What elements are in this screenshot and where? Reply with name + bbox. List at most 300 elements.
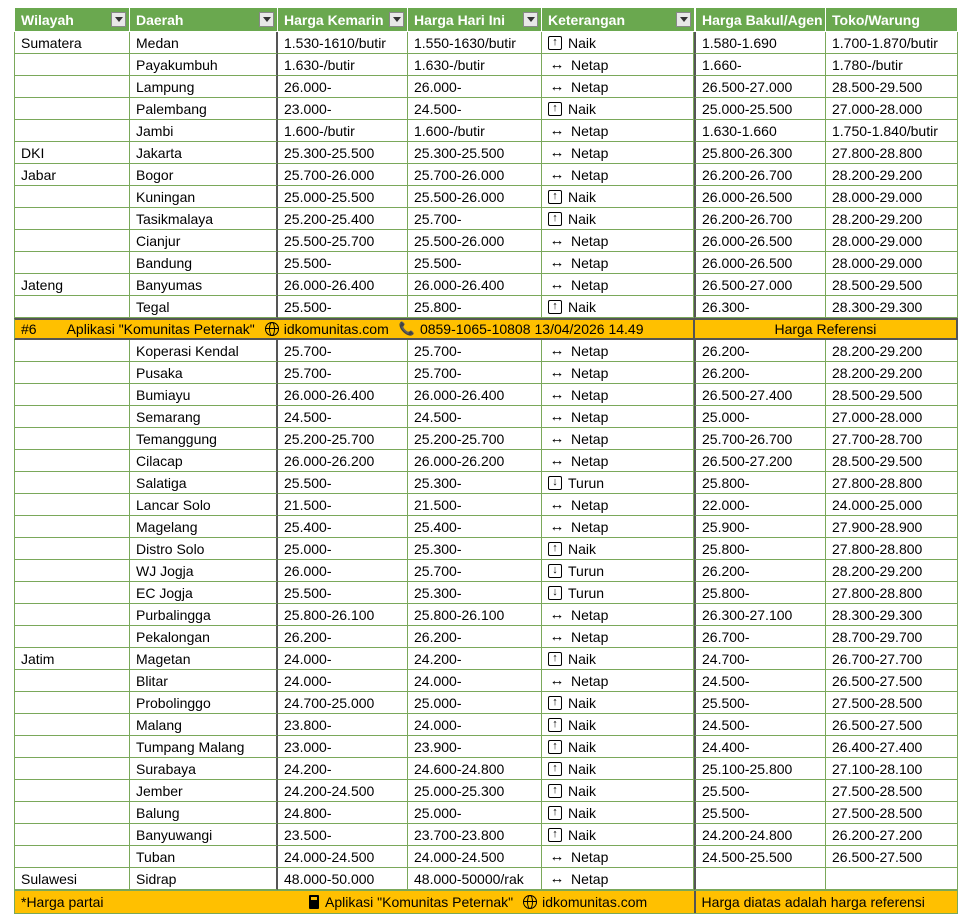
toko-warung-cell[interactable] xyxy=(826,846,958,868)
wilayah-cell[interactable] xyxy=(14,164,130,186)
daerah-cell[interactable] xyxy=(130,164,278,186)
harga-hari-ini-cell[interactable] xyxy=(408,604,542,626)
harga-hari-ini-cell[interactable] xyxy=(408,76,542,98)
wilayah-cell[interactable] xyxy=(14,538,130,560)
harga-bakul-cell[interactable] xyxy=(694,230,826,252)
keterangan-cell[interactable] xyxy=(542,230,694,252)
toko-warung-cell[interactable] xyxy=(826,538,958,560)
wilayah-cell[interactable] xyxy=(14,208,130,230)
harga-bakul-cell[interactable] xyxy=(694,692,826,714)
harga-hari-ini-cell[interactable] xyxy=(408,54,542,76)
harga-bakul-cell[interactable] xyxy=(694,208,826,230)
toko-warung-cell[interactable] xyxy=(826,670,958,692)
harga-bakul-cell[interactable] xyxy=(694,406,826,428)
harga-hari-ini-cell[interactable] xyxy=(408,494,542,516)
keterangan-cell[interactable] xyxy=(542,758,694,780)
harga-hari-ini-cell[interactable] xyxy=(408,560,542,582)
keterangan-cell[interactable] xyxy=(542,164,694,186)
harga-bakul-cell[interactable] xyxy=(694,868,826,890)
wilayah-cell[interactable] xyxy=(14,824,130,846)
toko-warung-cell[interactable] xyxy=(826,516,958,538)
daerah-cell[interactable] xyxy=(130,626,278,648)
harga-kemarin-cell[interactable] xyxy=(278,120,408,142)
harga-hari-ini-cell[interactable] xyxy=(408,98,542,120)
harga-bakul-cell[interactable] xyxy=(694,76,826,98)
down-arrow-icon: ↓ xyxy=(548,476,562,490)
daerah-cell[interactable] xyxy=(130,230,278,252)
harga-kemarin-cell[interactable] xyxy=(278,868,408,890)
cell-value: 28.200-29.200 xyxy=(832,562,923,579)
harga-kemarin-cell[interactable] xyxy=(278,54,408,76)
daerah-cell[interactable] xyxy=(130,450,278,472)
daerah-cell[interactable] xyxy=(130,824,278,846)
wilayah-cell[interactable] xyxy=(14,384,130,406)
header-label: Daerah xyxy=(136,11,184,28)
cell-value: Jatim xyxy=(21,650,55,667)
harga-kemarin-cell[interactable] xyxy=(278,230,408,252)
harga-bakul-cell[interactable] xyxy=(694,626,826,648)
keterangan-cell[interactable] xyxy=(542,472,694,494)
harga-bakul-cell[interactable] xyxy=(694,472,826,494)
harga-bakul-cell[interactable] xyxy=(694,340,826,362)
harga-hari-ini-cell[interactable] xyxy=(408,670,542,692)
harga-hari-ini-cell[interactable] xyxy=(408,626,542,648)
harga-kemarin-cell[interactable] xyxy=(278,98,408,120)
harga-kemarin-cell[interactable] xyxy=(278,802,408,824)
harga-hari-ini-cell[interactable] xyxy=(408,186,542,208)
harga-hari-ini-cell[interactable] xyxy=(408,340,542,362)
toko-warung-cell[interactable] xyxy=(826,274,958,296)
daerah-cell[interactable] xyxy=(130,208,278,230)
wilayah-cell[interactable] xyxy=(14,846,130,868)
wilayah-cell[interactable] xyxy=(14,758,130,780)
harga-hari-ini-cell[interactable] xyxy=(408,362,542,384)
harga-hari-ini-cell[interactable] xyxy=(408,384,542,406)
harga-hari-ini-cell[interactable] xyxy=(408,538,542,560)
toko-warung-cell[interactable] xyxy=(826,252,958,274)
harga-kemarin-cell[interactable] xyxy=(278,692,408,714)
keterangan-cell[interactable] xyxy=(542,428,694,450)
daerah-cell[interactable] xyxy=(130,252,278,274)
daerah-cell[interactable] xyxy=(130,186,278,208)
keterangan-cell[interactable] xyxy=(542,670,694,692)
daerah-cell[interactable] xyxy=(130,32,278,54)
toko-warung-cell[interactable] xyxy=(826,54,958,76)
harga-kemarin-cell[interactable] xyxy=(278,362,408,384)
wilayah-cell[interactable] xyxy=(14,32,130,54)
daerah-cell[interactable] xyxy=(130,538,278,560)
harga-kemarin-cell[interactable] xyxy=(278,780,408,802)
wilayah-cell[interactable] xyxy=(14,670,130,692)
wilayah-cell[interactable] xyxy=(14,76,130,98)
wilayah-cell[interactable] xyxy=(14,142,130,164)
keterangan-cell[interactable] xyxy=(542,450,694,472)
harga-bakul-cell[interactable] xyxy=(694,142,826,164)
keterangan-cell[interactable] xyxy=(542,626,694,648)
keterangan-cell[interactable] xyxy=(542,186,694,208)
wilayah-cell[interactable] xyxy=(14,516,130,538)
cell-value: 23.500- xyxy=(284,826,332,843)
harga-kemarin-cell[interactable] xyxy=(278,626,408,648)
keterangan-cell[interactable] xyxy=(542,582,694,604)
toko-warung-cell[interactable] xyxy=(826,76,958,98)
harga-hari-ini-cell[interactable] xyxy=(408,32,542,54)
keterangan-cell[interactable] xyxy=(542,54,694,76)
harga-kemarin-cell[interactable] xyxy=(278,76,408,98)
harga-hari-ini-cell[interactable] xyxy=(408,450,542,472)
wilayah-cell[interactable] xyxy=(14,120,130,142)
header-harga-hari-ini[interactable] xyxy=(408,8,542,32)
cell-value: Tumpang Malang xyxy=(136,738,245,755)
daerah-cell[interactable] xyxy=(130,494,278,516)
toko-warung-cell[interactable] xyxy=(826,384,958,406)
daerah-cell[interactable] xyxy=(130,516,278,538)
cell-value: 26.000-26.400 xyxy=(284,276,375,293)
harga-bakul-cell[interactable] xyxy=(694,516,826,538)
wilayah-cell[interactable] xyxy=(14,274,130,296)
toko-warung-cell[interactable] xyxy=(826,164,958,186)
harga-kemarin-cell[interactable] xyxy=(278,32,408,54)
wilayah-cell[interactable] xyxy=(14,340,130,362)
harga-bakul-cell[interactable] xyxy=(694,758,826,780)
harga-hari-ini-cell[interactable] xyxy=(408,296,542,318)
wilayah-cell[interactable] xyxy=(14,494,130,516)
keterangan-cell[interactable] xyxy=(542,736,694,758)
cell-value: 24.200- xyxy=(284,760,332,777)
toko-warung-cell[interactable] xyxy=(826,120,958,142)
daerah-cell[interactable] xyxy=(130,54,278,76)
harga-bakul-cell[interactable] xyxy=(694,846,826,868)
daerah-cell[interactable] xyxy=(130,472,278,494)
wilayah-cell[interactable] xyxy=(14,54,130,76)
harga-bakul-cell[interactable] xyxy=(694,428,826,450)
daerah-cell[interactable] xyxy=(130,296,278,318)
harga-kemarin-cell[interactable] xyxy=(278,648,408,670)
toko-warung-cell[interactable] xyxy=(826,736,958,758)
toko-warung-cell[interactable] xyxy=(826,230,958,252)
wilayah-cell[interactable] xyxy=(14,252,130,274)
harga-bakul-cell[interactable] xyxy=(694,560,826,582)
wilayah-cell[interactable] xyxy=(14,648,130,670)
harga-kemarin-cell[interactable] xyxy=(278,846,408,868)
daerah-cell[interactable] xyxy=(130,340,278,362)
harga-bakul-cell[interactable] xyxy=(694,538,826,560)
toko-warung-cell[interactable] xyxy=(826,340,958,362)
harga-bakul-cell[interactable] xyxy=(694,736,826,758)
wilayah-cell[interactable] xyxy=(14,780,130,802)
keterangan-cell[interactable] xyxy=(542,516,694,538)
daerah-cell[interactable] xyxy=(130,120,278,142)
harga-bakul-cell[interactable] xyxy=(694,164,826,186)
harga-kemarin-cell[interactable] xyxy=(278,340,408,362)
daerah-cell[interactable] xyxy=(130,384,278,406)
harga-bakul-cell[interactable] xyxy=(694,648,826,670)
harga-hari-ini-cell[interactable] xyxy=(408,692,542,714)
harga-hari-ini-cell[interactable] xyxy=(408,142,542,164)
keterangan-cell[interactable] xyxy=(542,494,694,516)
cell-value: 27.700-28.700 xyxy=(832,430,923,447)
harga-kemarin-cell[interactable] xyxy=(278,274,408,296)
wilayah-cell[interactable] xyxy=(14,604,130,626)
wilayah-cell[interactable] xyxy=(14,406,130,428)
harga-hari-ini-cell[interactable] xyxy=(408,736,542,758)
status-label: Netap xyxy=(571,78,609,95)
daerah-cell[interactable] xyxy=(130,846,278,868)
keterangan-cell[interactable] xyxy=(542,714,694,736)
toko-warung-cell[interactable] xyxy=(826,604,958,626)
harga-kemarin-cell[interactable] xyxy=(278,208,408,230)
toko-warung-cell[interactable] xyxy=(826,824,958,846)
harga-hari-ini-cell[interactable] xyxy=(408,648,542,670)
wilayah-cell[interactable] xyxy=(14,296,130,318)
left-right-arrow-icon: ↔ xyxy=(549,430,565,447)
keterangan-cell[interactable] xyxy=(542,362,694,384)
harga-bakul-cell[interactable] xyxy=(694,98,826,120)
harga-kemarin-cell[interactable] xyxy=(278,494,408,516)
harga-kemarin-cell[interactable] xyxy=(278,142,408,164)
keterangan-cell[interactable] xyxy=(542,32,694,54)
harga-kemarin-cell[interactable] xyxy=(278,714,408,736)
harga-bakul-cell[interactable] xyxy=(694,54,826,76)
toko-warung-cell[interactable] xyxy=(826,802,958,824)
daerah-cell[interactable] xyxy=(130,780,278,802)
harga-kemarin-cell[interactable] xyxy=(278,406,408,428)
keterangan-cell[interactable] xyxy=(542,692,694,714)
harga-hari-ini-cell[interactable] xyxy=(408,714,542,736)
harga-hari-ini-cell[interactable] xyxy=(408,824,542,846)
toko-warung-cell[interactable] xyxy=(826,186,958,208)
header-daerah[interactable] xyxy=(130,8,278,32)
cell-value: 27.000-28.000 xyxy=(832,100,923,117)
daerah-cell[interactable] xyxy=(130,274,278,296)
harga-kemarin-cell[interactable] xyxy=(278,604,408,626)
harga-hari-ini-cell[interactable] xyxy=(408,780,542,802)
daerah-cell[interactable] xyxy=(130,604,278,626)
keterangan-cell[interactable] xyxy=(542,604,694,626)
toko-warung-cell[interactable] xyxy=(826,428,958,450)
keterangan-cell[interactable] xyxy=(542,384,694,406)
harga-bakul-cell[interactable] xyxy=(694,780,826,802)
harga-kemarin-cell[interactable] xyxy=(278,164,408,186)
keterangan-cell[interactable] xyxy=(542,538,694,560)
harga-kemarin-cell[interactable] xyxy=(278,582,408,604)
keterangan-cell[interactable] xyxy=(542,208,694,230)
toko-warung-cell[interactable] xyxy=(826,780,958,802)
daerah-cell[interactable] xyxy=(130,868,278,890)
toko-warung-cell[interactable] xyxy=(826,582,958,604)
harga-hari-ini-cell[interactable] xyxy=(408,582,542,604)
wilayah-cell[interactable] xyxy=(14,230,130,252)
wilayah-cell[interactable] xyxy=(14,868,130,890)
keterangan-cell[interactable] xyxy=(542,142,694,164)
toko-warung-cell[interactable] xyxy=(826,494,958,516)
filter-dropdown-icon[interactable] xyxy=(111,12,126,27)
status-label: Netap xyxy=(571,364,609,381)
toko-warung-cell[interactable] xyxy=(826,868,958,890)
wilayah-cell[interactable] xyxy=(14,736,130,758)
daerah-cell[interactable] xyxy=(130,736,278,758)
harga-bakul-cell[interactable] xyxy=(694,494,826,516)
harga-bakul-cell[interactable] xyxy=(694,120,826,142)
harga-bakul-cell[interactable] xyxy=(694,362,826,384)
daerah-cell[interactable] xyxy=(130,142,278,164)
harga-hari-ini-cell[interactable] xyxy=(408,472,542,494)
toko-warung-cell[interactable] xyxy=(826,472,958,494)
status-label: Netap xyxy=(571,232,609,249)
filter-dropdown-icon[interactable] xyxy=(389,12,404,27)
keterangan-cell[interactable] xyxy=(542,868,694,890)
keterangan-cell[interactable] xyxy=(542,296,694,318)
band-phone[interactable]: 0859-1065-10808 xyxy=(419,321,531,337)
harga-kemarin-cell[interactable] xyxy=(278,736,408,758)
harga-bakul-cell[interactable] xyxy=(694,32,826,54)
harga-hari-ini-cell[interactable] xyxy=(408,868,542,890)
harga-hari-ini-cell[interactable] xyxy=(408,802,542,824)
cell-value: 25.800- xyxy=(414,298,462,315)
daerah-cell[interactable] xyxy=(130,560,278,582)
daerah-cell[interactable] xyxy=(130,98,278,120)
toko-warung-cell[interactable] xyxy=(826,362,958,384)
keterangan-cell[interactable] xyxy=(542,120,694,142)
harga-hari-ini-cell[interactable] xyxy=(408,208,542,230)
daerah-cell[interactable] xyxy=(130,648,278,670)
harga-hari-ini-cell[interactable] xyxy=(408,846,542,868)
keterangan-cell[interactable] xyxy=(542,274,694,296)
harga-hari-ini-cell[interactable] xyxy=(408,120,542,142)
header-harga-bakul[interactable] xyxy=(694,8,826,32)
wilayah-cell[interactable] xyxy=(14,582,130,604)
harga-kemarin-cell[interactable] xyxy=(278,560,408,582)
harga-bakul-cell[interactable] xyxy=(694,824,826,846)
keterangan-cell[interactable] xyxy=(542,560,694,582)
keterangan-cell[interactable] xyxy=(542,98,694,120)
keterangan-cell[interactable] xyxy=(542,340,694,362)
toko-warung-cell[interactable] xyxy=(826,714,958,736)
wilayah-cell[interactable] xyxy=(14,186,130,208)
harga-hari-ini-cell[interactable] xyxy=(408,274,542,296)
band-website[interactable]: idkomunitas.com xyxy=(283,321,389,337)
toko-warung-cell[interactable] xyxy=(826,758,958,780)
daerah-cell[interactable] xyxy=(130,362,278,384)
toko-warung-cell[interactable] xyxy=(826,296,958,318)
harga-bakul-cell[interactable] xyxy=(694,604,826,626)
harga-bakul-cell[interactable] xyxy=(694,252,826,274)
harga-bakul-cell[interactable] xyxy=(694,714,826,736)
toko-warung-cell[interactable] xyxy=(826,450,958,472)
harga-hari-ini-cell[interactable] xyxy=(408,516,542,538)
keterangan-cell[interactable] xyxy=(542,780,694,802)
wilayah-cell[interactable] xyxy=(14,560,130,582)
keterangan-cell[interactable] xyxy=(542,824,694,846)
harga-bakul-cell[interactable] xyxy=(694,802,826,824)
harga-hari-ini-cell[interactable] xyxy=(408,406,542,428)
harga-bakul-cell[interactable] xyxy=(694,274,826,296)
filter-dropdown-icon[interactable] xyxy=(523,12,538,27)
wilayah-cell[interactable] xyxy=(14,450,130,472)
cell-value: 25.500- xyxy=(414,254,462,271)
toko-warung-cell[interactable] xyxy=(826,208,958,230)
harga-hari-ini-cell[interactable] xyxy=(408,164,542,186)
harga-kemarin-cell[interactable] xyxy=(278,670,408,692)
harga-bakul-cell[interactable] xyxy=(694,384,826,406)
harga-hari-ini-cell[interactable] xyxy=(408,758,542,780)
wilayah-cell[interactable] xyxy=(14,472,130,494)
wilayah-cell[interactable] xyxy=(14,98,130,120)
toko-warung-cell[interactable] xyxy=(826,406,958,428)
harga-kemarin-cell[interactable] xyxy=(278,296,408,318)
harga-hari-ini-cell[interactable] xyxy=(408,428,542,450)
keterangan-cell[interactable] xyxy=(542,802,694,824)
filter-dropdown-icon[interactable] xyxy=(676,12,691,27)
keterangan-cell[interactable] xyxy=(542,648,694,670)
harga-kemarin-cell[interactable] xyxy=(278,538,408,560)
daerah-cell[interactable] xyxy=(130,802,278,824)
footer-website[interactable]: idkomunitas.com xyxy=(542,894,648,910)
toko-warung-cell[interactable] xyxy=(826,560,958,582)
toko-warung-cell[interactable] xyxy=(826,142,958,164)
keterangan-cell[interactable] xyxy=(542,252,694,274)
wilayah-cell[interactable] xyxy=(14,626,130,648)
daerah-cell[interactable] xyxy=(130,582,278,604)
toko-warung-cell[interactable] xyxy=(826,648,958,670)
harga-kemarin-cell[interactable] xyxy=(278,472,408,494)
wilayah-cell[interactable] xyxy=(14,802,130,824)
toko-warung-cell[interactable] xyxy=(826,98,958,120)
harga-kemarin-cell[interactable] xyxy=(278,384,408,406)
wilayah-cell[interactable] xyxy=(14,428,130,450)
harga-kemarin-cell[interactable] xyxy=(278,450,408,472)
header-toko-warung[interactable] xyxy=(826,8,958,32)
keterangan-cell[interactable] xyxy=(542,846,694,868)
keterangan-cell[interactable] xyxy=(542,76,694,98)
cell-value: 25.100-25.800 xyxy=(702,760,793,777)
harga-bakul-cell[interactable] xyxy=(694,450,826,472)
daerah-cell[interactable] xyxy=(130,406,278,428)
daerah-cell[interactable] xyxy=(130,758,278,780)
wilayah-cell[interactable] xyxy=(14,692,130,714)
wilayah-cell[interactable] xyxy=(14,714,130,736)
harga-kemarin-cell[interactable] xyxy=(278,758,408,780)
harga-bakul-cell[interactable] xyxy=(694,296,826,318)
harga-kemarin-cell[interactable] xyxy=(278,186,408,208)
harga-kemarin-cell[interactable] xyxy=(278,252,408,274)
cell-value: 26.000-26.500 xyxy=(702,188,793,205)
toko-warung-cell[interactable] xyxy=(826,32,958,54)
harga-bakul-cell[interactable] xyxy=(694,582,826,604)
harga-bakul-cell[interactable] xyxy=(694,186,826,208)
harga-kemarin-cell[interactable] xyxy=(278,428,408,450)
cell-value: 28.700-29.700 xyxy=(832,628,923,645)
header-keterangan[interactable] xyxy=(542,8,694,32)
harga-kemarin-cell[interactable] xyxy=(278,516,408,538)
daerah-cell[interactable] xyxy=(130,428,278,450)
harga-hari-ini-cell[interactable] xyxy=(408,230,542,252)
harga-kemarin-cell[interactable] xyxy=(278,824,408,846)
daerah-cell[interactable] xyxy=(130,670,278,692)
toko-warung-cell[interactable] xyxy=(826,626,958,648)
toko-warung-cell[interactable] xyxy=(826,692,958,714)
harga-bakul-cell[interactable] xyxy=(694,670,826,692)
header-wilayah[interactable] xyxy=(14,8,130,32)
daerah-cell[interactable] xyxy=(130,76,278,98)
daerah-cell[interactable] xyxy=(130,692,278,714)
filter-dropdown-icon[interactable] xyxy=(259,12,274,27)
wilayah-cell[interactable] xyxy=(14,362,130,384)
daerah-cell[interactable] xyxy=(130,714,278,736)
header-harga-kemarin[interactable] xyxy=(278,8,408,32)
keterangan-cell[interactable] xyxy=(542,406,694,428)
harga-hari-ini-cell[interactable] xyxy=(408,252,542,274)
